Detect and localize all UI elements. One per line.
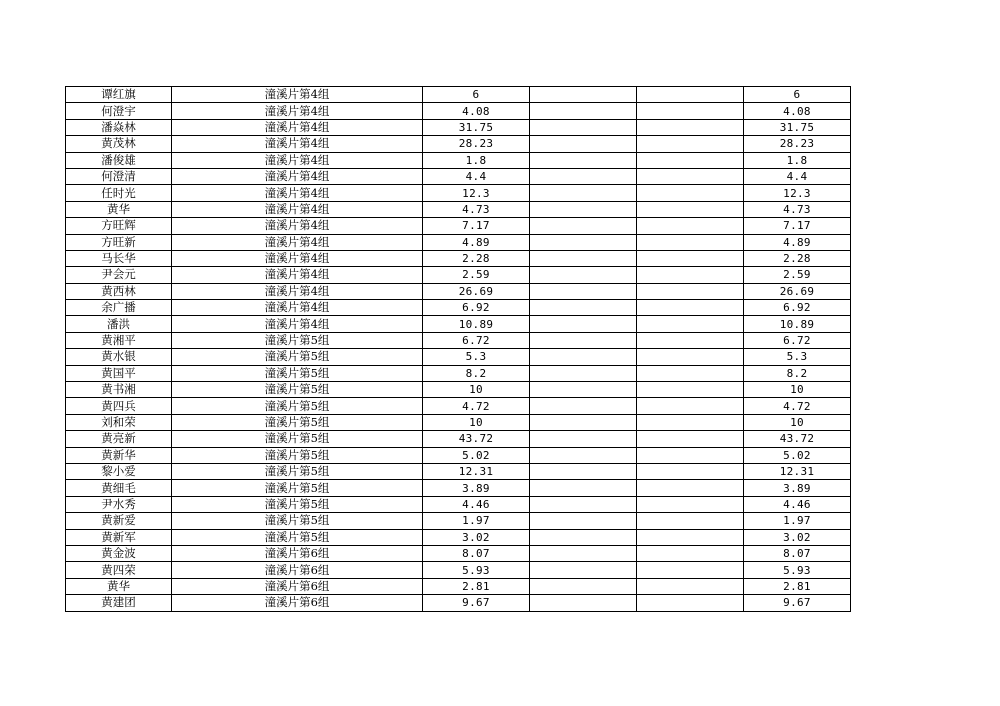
name-cell: 黄茂林 [66,136,172,152]
total-cell: 5.3 [744,349,851,365]
table-row [66,152,851,168]
empty-cell [530,87,637,103]
empty-cell [637,316,744,332]
empty-cell [637,595,744,611]
table-row [66,595,851,611]
value-cell: 43.72 [423,431,530,447]
name-cell: 黄细毛 [66,480,172,496]
table-row [66,398,851,414]
group-cell: 潼溪片第4组 [172,185,423,201]
data-table [65,86,851,612]
empty-cell [637,496,744,512]
empty-cell [530,218,637,234]
name-cell: 黄建团 [66,595,172,611]
empty-cell [637,365,744,381]
empty-cell [530,398,637,414]
name-cell: 黄新华 [66,447,172,463]
total-cell: 10.89 [744,316,851,332]
table-body [66,87,851,612]
empty-cell [637,234,744,250]
name-cell: 黄书湘 [66,382,172,398]
group-cell: 潼溪片第6组 [172,578,423,594]
name-cell: 潘俊雄 [66,152,172,168]
group-cell: 潼溪片第5组 [172,382,423,398]
empty-cell [530,578,637,594]
value-cell: 28.23 [423,136,530,152]
empty-cell [530,365,637,381]
total-cell: 7.17 [744,218,851,234]
table-row [66,480,851,496]
group-cell: 潼溪片第5组 [172,414,423,430]
table-row [66,414,851,430]
empty-cell [637,168,744,184]
group-cell: 潼溪片第4组 [172,201,423,217]
total-cell: 26.69 [744,283,851,299]
table-row [66,496,851,512]
table-row [66,300,851,316]
name-cell: 余广播 [66,300,172,316]
empty-cell [637,152,744,168]
empty-cell [530,283,637,299]
value-cell: 31.75 [423,119,530,135]
value-cell: 7.17 [423,218,530,234]
name-cell: 刘和荣 [66,414,172,430]
empty-cell [637,136,744,152]
table-row [66,513,851,529]
total-cell: 6.92 [744,300,851,316]
total-cell: 4.73 [744,201,851,217]
group-cell: 潼溪片第4组 [172,234,423,250]
empty-cell [637,283,744,299]
empty-cell [530,300,637,316]
table-row [66,267,851,283]
empty-cell [530,349,637,365]
value-cell: 2.59 [423,267,530,283]
table-row [66,316,851,332]
value-cell: 10.89 [423,316,530,332]
name-cell: 黄四荣 [66,562,172,578]
total-cell: 4.89 [744,234,851,250]
value-cell: 4.72 [423,398,530,414]
group-cell: 潼溪片第5组 [172,513,423,529]
table-row [66,234,851,250]
group-cell: 潼溪片第5组 [172,431,423,447]
group-cell: 潼溪片第5组 [172,332,423,348]
empty-cell [530,234,637,250]
name-cell: 潘焱林 [66,119,172,135]
name-cell: 黄水银 [66,349,172,365]
empty-cell [530,562,637,578]
empty-cell [637,562,744,578]
value-cell: 8.2 [423,365,530,381]
value-cell: 5.93 [423,562,530,578]
table-row [66,185,851,201]
group-cell: 潼溪片第4组 [172,300,423,316]
empty-cell [637,545,744,561]
table-row [66,218,851,234]
total-cell: 10 [744,382,851,398]
total-cell: 2.28 [744,250,851,266]
name-cell: 黄国平 [66,365,172,381]
name-cell: 尹会元 [66,267,172,283]
group-cell: 潼溪片第4组 [172,103,423,119]
table-row [66,529,851,545]
group-cell: 潼溪片第6组 [172,545,423,561]
total-cell: 2.59 [744,267,851,283]
value-cell: 4.4 [423,168,530,184]
empty-cell [637,447,744,463]
empty-cell [637,218,744,234]
group-cell: 潼溪片第4组 [172,218,423,234]
empty-cell [637,103,744,119]
empty-cell [637,185,744,201]
group-cell: 潼溪片第4组 [172,152,423,168]
total-cell: 8.07 [744,545,851,561]
table-row [66,365,851,381]
empty-cell [530,529,637,545]
table-row [66,119,851,135]
value-cell: 1.8 [423,152,530,168]
empty-cell [637,414,744,430]
total-cell: 10 [744,414,851,430]
name-cell: 黎小爱 [66,463,172,479]
name-cell: 任时光 [66,185,172,201]
empty-cell [530,463,637,479]
value-cell: 6.72 [423,332,530,348]
empty-cell [637,119,744,135]
total-cell: 9.67 [744,595,851,611]
value-cell: 6.92 [423,300,530,316]
name-cell: 黄四兵 [66,398,172,414]
empty-cell [637,201,744,217]
total-cell: 12.31 [744,463,851,479]
table-row [66,578,851,594]
empty-cell [637,398,744,414]
value-cell: 3.02 [423,529,530,545]
total-cell: 43.72 [744,431,851,447]
total-cell: 12.3 [744,185,851,201]
group-cell: 潼溪片第6组 [172,562,423,578]
empty-cell [530,414,637,430]
table-row [66,201,851,217]
total-cell: 5.93 [744,562,851,578]
empty-cell [637,332,744,348]
empty-cell [530,119,637,135]
name-cell: 方旺新 [66,234,172,250]
empty-cell [637,578,744,594]
table-row [66,136,851,152]
table-row [66,103,851,119]
empty-cell [530,316,637,332]
group-cell: 潼溪片第5组 [172,447,423,463]
value-cell: 6 [423,87,530,103]
group-cell: 潼溪片第4组 [172,283,423,299]
group-cell: 潼溪片第5组 [172,529,423,545]
empty-cell [530,595,637,611]
empty-cell [637,529,744,545]
total-cell: 6.72 [744,332,851,348]
table-row [66,283,851,299]
total-cell: 28.23 [744,136,851,152]
group-cell: 潼溪片第4组 [172,136,423,152]
empty-cell [530,267,637,283]
name-cell: 潘洪 [66,316,172,332]
table-row [66,382,851,398]
value-cell: 4.89 [423,234,530,250]
group-cell: 潼溪片第5组 [172,496,423,512]
value-cell: 1.97 [423,513,530,529]
name-cell: 何澄宇 [66,103,172,119]
total-cell: 1.97 [744,513,851,529]
value-cell: 10 [423,414,530,430]
table-row [66,87,851,103]
name-cell: 黄华 [66,201,172,217]
empty-cell [530,201,637,217]
name-cell: 马长华 [66,250,172,266]
empty-cell [530,332,637,348]
group-cell: 潼溪片第4组 [172,267,423,283]
group-cell: 潼溪片第4组 [172,250,423,266]
group-cell: 潼溪片第5组 [172,463,423,479]
value-cell: 9.67 [423,595,530,611]
empty-cell [530,168,637,184]
empty-cell [530,152,637,168]
group-cell: 潼溪片第4组 [172,87,423,103]
table-row [66,349,851,365]
value-cell: 12.3 [423,185,530,201]
table-row [66,431,851,447]
total-cell: 4.46 [744,496,851,512]
value-cell: 5.02 [423,447,530,463]
total-cell: 4.4 [744,168,851,184]
value-cell: 4.46 [423,496,530,512]
empty-cell [530,250,637,266]
empty-cell [530,496,637,512]
empty-cell [637,267,744,283]
name-cell: 黄湘平 [66,332,172,348]
total-cell: 8.2 [744,365,851,381]
table-row [66,545,851,561]
empty-cell [530,185,637,201]
empty-cell [530,447,637,463]
value-cell: 26.69 [423,283,530,299]
table-row [66,168,851,184]
empty-cell [530,545,637,561]
name-cell: 黄华 [66,578,172,594]
empty-cell [637,87,744,103]
empty-cell [530,480,637,496]
group-cell: 潼溪片第5组 [172,349,423,365]
empty-cell [530,136,637,152]
empty-cell [637,300,744,316]
empty-cell [637,480,744,496]
total-cell: 3.02 [744,529,851,545]
name-cell: 黄亮新 [66,431,172,447]
value-cell: 5.3 [423,349,530,365]
empty-cell [530,103,637,119]
name-cell: 方旺辉 [66,218,172,234]
total-cell: 2.81 [744,578,851,594]
total-cell: 6 [744,87,851,103]
total-cell: 4.72 [744,398,851,414]
value-cell: 4.73 [423,201,530,217]
name-cell: 黄新军 [66,529,172,545]
total-cell: 3.89 [744,480,851,496]
group-cell: 潼溪片第4组 [172,119,423,135]
table-row [66,463,851,479]
total-cell: 5.02 [744,447,851,463]
name-cell: 黄新爱 [66,513,172,529]
total-cell: 1.8 [744,152,851,168]
empty-cell [637,431,744,447]
value-cell: 2.81 [423,578,530,594]
group-cell: 潼溪片第5组 [172,480,423,496]
table-row [66,562,851,578]
name-cell: 何澄清 [66,168,172,184]
total-cell: 4.08 [744,103,851,119]
name-cell: 黄西林 [66,283,172,299]
empty-cell [637,349,744,365]
group-cell: 潼溪片第6组 [172,595,423,611]
group-cell: 潼溪片第5组 [172,398,423,414]
empty-cell [637,250,744,266]
group-cell: 潼溪片第4组 [172,316,423,332]
table-row [66,332,851,348]
group-cell: 潼溪片第4组 [172,168,423,184]
empty-cell [530,382,637,398]
name-cell: 尹水秀 [66,496,172,512]
empty-cell [637,463,744,479]
value-cell: 10 [423,382,530,398]
table-row [66,447,851,463]
empty-cell [530,431,637,447]
name-cell: 谭红旗 [66,87,172,103]
group-cell: 潼溪片第5组 [172,365,423,381]
value-cell: 8.07 [423,545,530,561]
empty-cell [530,513,637,529]
total-cell: 31.75 [744,119,851,135]
empty-cell [637,382,744,398]
table-row [66,250,851,266]
name-cell: 黄金波 [66,545,172,561]
value-cell: 12.31 [423,463,530,479]
value-cell: 2.28 [423,250,530,266]
value-cell: 4.08 [423,103,530,119]
empty-cell [637,513,744,529]
value-cell: 3.89 [423,480,530,496]
